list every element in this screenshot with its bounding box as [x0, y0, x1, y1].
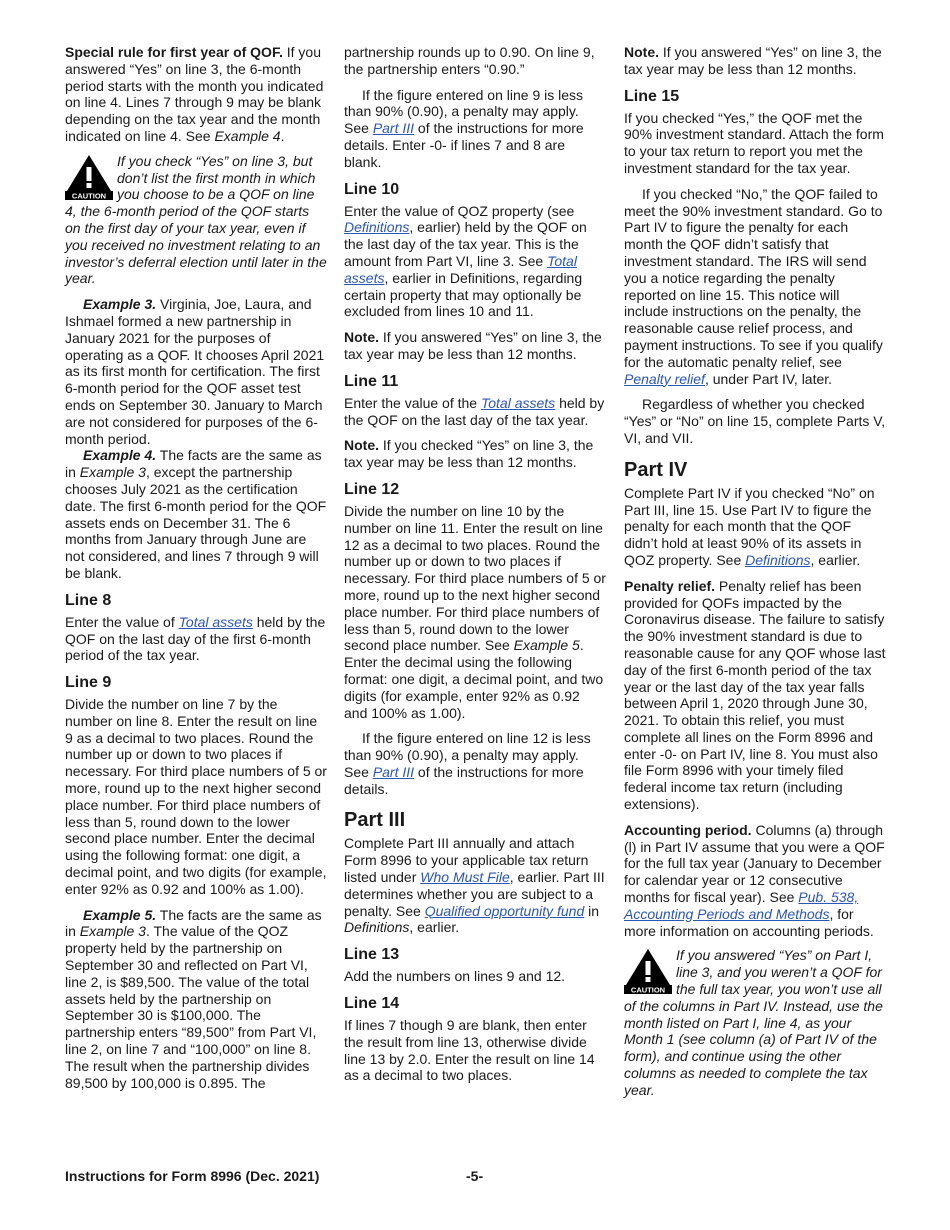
part-iii-link[interactable]: Part III — [372, 763, 415, 780]
qualified-opportunity-fund-link[interactable]: Qualified opportunity fund — [424, 902, 585, 919]
line-15-heading: Line 15 — [624, 87, 680, 105]
penalty-2-text-end: of the instructions for more details. — [344, 763, 584, 797]
note-paragraph-3 — [624, 44, 886, 78]
line-10-text — [344, 203, 606, 321]
special-rule-end: . — [280, 127, 285, 144]
part-iii-text-end: , earlier. — [409, 919, 460, 936]
example-4-text-end: , except the partnership chooses July 2021 as the certification date. The first 6-month period for the QOF assets ends on December 31. The 6 months from January through June are not considered, and lines 7 through 9 will be blank. — [65, 464, 327, 581]
line-10-heading: Line 10 — [344, 180, 400, 198]
example-3-ref: Example 3 — [79, 923, 146, 940]
total-assets-link[interactable]: Total assets — [480, 394, 556, 411]
caution-icon — [65, 153, 113, 200]
part-iii-link[interactable]: Part III — [372, 120, 415, 137]
penalty-relief-title: Penalty relief. — [624, 577, 716, 594]
no-para-text-end: , under Part IV, later. — [704, 370, 833, 387]
caution-icon-label: CAUTION — [71, 191, 107, 200]
caution-text-2: If you answered “Yes” on Part I, line 3, and you weren’t a QOF for the full tax year, you won’t use all of the columns in Part IV. Instead, use the month listed on Part I, line 4, as your Month 1 (see column (a) of Part IV of the form), and continue using the other columns as needed to complete the tax year. — [624, 947, 883, 1098]
definitions-link[interactable]: Definitions — [344, 219, 410, 236]
part-iv-text-start: Complete Part IV if you checked “No” on Part III, line 15. Use Part IV to figure the penalty for each month that the QOF didn’t hold at least 90% of its assets in QOZ property. See — [624, 484, 875, 568]
line-14-text: If lines 7 though 9 are blank, then enter the result from line 13, otherwise divide line 13 by 2.0. Enter the result on line 14 as a decimal to two places. — [344, 1017, 595, 1084]
example-4-title: Example 4. — [83, 447, 157, 464]
example-5-text-end: . The value of the QOZ property held by the partnership on September 30 and reflected on Part VI, line 2, is $89,500. The value of the total assets held by the partnership on September 30 is $100,000. The partnership enters “89,500” from Part VI, line 2, on line 7 and “100,000” on line 8. The result when the partnership divides 89,500 by 100,000 is 0.895. The — [65, 923, 317, 1091]
line-10-text-mid: , earlier) held by the QOF on the last day of the tax year. This is the amount from Part VI, line 3. See — [344, 219, 587, 269]
accounting-period-paragraph — [624, 822, 886, 940]
caution-box-1 — [65, 153, 327, 287]
example-5-text: The facts are the same as in — [65, 906, 322, 940]
part-iv-heading: Part IV — [624, 458, 688, 481]
pub-538-link[interactable]: Pub. 538, Accounting Periods and Methods — [624, 889, 859, 922]
example-5-paragraph — [65, 907, 327, 1092]
part-iv-text — [624, 485, 886, 569]
note-3-text: If you answered “Yes” on line 3, the tax year may be less than 12 months. — [624, 44, 882, 77]
line-11-text-start: Enter the value of the — [344, 394, 481, 411]
special-rule-text: If you answered “Yes” on line 3, the 6-month period starts with the month you indicated on line 4. Lines 7 through 9 may be blank depending on the tax year and the month indicated on line 4. See — [65, 44, 324, 144]
caution-icon — [624, 947, 672, 994]
accounting-text-end: , for more information on accounting periods. — [624, 905, 874, 939]
no-para-text: If you checked “No,” the QOF failed to meet the 90% investment standard. Go to Part IV to figure the penalty for each month the QOF didn’t satisfy that investment standard. The IRS will send you a notice regarding the penalty reported on line 15. This notice will include instructions on the penalty, the reasonable cause relief process, and payment instructions. To see if you qualify for the automatic penalty relief, see — [624, 185, 883, 370]
regardless-paragraph: Regardless of whether you checked “Yes” or “No” on line 15, complete Parts V, VI, and VII. — [624, 396, 886, 446]
part-iii-text-mid: , earlier. Part III determines whether you are subject to a penalty. See — [344, 869, 605, 919]
part-iii-text-start: Complete Part III annually and attach Form 8996 to your applicable tax return listed under — [344, 835, 589, 886]
part-iii-text — [344, 835, 606, 936]
line-13-heading: Line 13 — [344, 946, 400, 964]
example-5-title: Example 5. — [83, 906, 157, 923]
part-iii-text-in: in — [584, 902, 600, 919]
part-iii-heading: Part III — [344, 809, 406, 832]
line-9-text: Divide the number on line 7 by the number on line 8. Enter the result on line 9 as a decimal to two places. Round the number up or down to two places if necessary. For third place numbers of 5 or more, round up to the next higher second place number. For third place numbers of less than 5, round down to the lower second place number. Enter the decimal using the following format: one digit, a decimal point, and two digits (for example, enter 92% as 0.92 and 100% as 1.00). — [65, 696, 327, 897]
line-15-no-paragraph — [624, 186, 886, 388]
line-10-text-end: , earlier in Definitions, regarding certain property that may optionally be excluded from lines 10 and 11. — [344, 269, 583, 320]
page-number: -5- — [466, 1168, 484, 1184]
example-5-ref: Example 5 — [513, 637, 580, 654]
column-2 — [344, 44, 606, 1084]
example-5-continued: partnership rounds up to 0.90. On line 9, the partnership enters “0.90.” — [344, 44, 595, 77]
line-14-heading: Line 14 — [344, 995, 400, 1013]
example-3-ref: Example 3 — [79, 464, 146, 481]
line-10-text-start: Enter the value of QOZ property (see — [344, 202, 575, 219]
line-8-text-end: held by the QOF on the last day of the first 6-month period of the tax year. — [65, 613, 326, 664]
column-1 — [65, 44, 327, 1091]
penalty-paragraph-1 — [344, 87, 606, 171]
penalty-1-text: If the figure entered on line 9 is less than 90% (0.90), a penalty may apply. See — [344, 86, 584, 137]
line-15-text: If you checked “Yes,” the QOF met the 90% investment standard. Attach the form to your tax return to report you met the investment standard for the tax year. — [624, 109, 884, 176]
column-3 — [624, 44, 886, 1099]
line-11-text-end: held by the QOF on the last day of the tax year. — [344, 394, 605, 428]
example-3-paragraph — [65, 296, 327, 447]
line-12-text — [344, 503, 606, 721]
example-3-title: Example 3. — [83, 296, 157, 313]
example-3-text: Virginia, Joe, Laura, and Ishmael formed a new partnership in January 2021 for the purposes of operating as a QOF. It chooses April 2021 as its first month for certification. The first 6-month period for the QOF asset test ends on September 30. January to March are not considered for purposes of the 6-month period. — [65, 296, 325, 447]
line-11-heading: Line 11 — [344, 372, 399, 390]
note-paragraph-1 — [344, 329, 606, 363]
penalty-relief-link[interactable]: Penalty relief — [624, 370, 705, 387]
example-4-text: The facts are the same as in — [65, 447, 322, 481]
part-iv-text-end: , earlier. — [810, 551, 861, 568]
definitions-ref: Definitions — [344, 919, 410, 936]
definitions-link[interactable]: Definitions — [745, 551, 811, 568]
penalty-2-text: If the figure entered on line 12 is less than 90% (0.90), a penalty may apply. See — [344, 730, 591, 780]
line-11-text — [344, 395, 606, 429]
example-4-ref: Example 4 — [214, 127, 281, 144]
caution-box-2 — [624, 947, 886, 1098]
total-assets-link[interactable]: Total assets — [344, 252, 577, 286]
note-label: Note. — [344, 437, 379, 454]
line-9-heading: Line 9 — [65, 674, 112, 692]
line-13-text: Add the numbers on lines 9 and 12. — [344, 968, 566, 985]
footer-form-title: Instructions for Form 8996 (Dec. 2021) — [65, 1168, 320, 1184]
special-rule-paragraph — [65, 44, 327, 145]
caution-icon-label: CAUTION — [630, 985, 666, 995]
total-assets-link[interactable]: Total assets — [178, 613, 253, 630]
penalty-relief-text: Penalty relief has been provided for QOFs impacted by the Coronavirus disease. The failure to satisfy the 90% investment standard is due to reasonable cause for any QOF whose last day of the first 6-month period of the tax year or the last day of the tax year falls between April 1, 2020 through June 30, 2021. To obtain this relief, you must complete all lines on the Form 8996 and enter -0- on Part IV, line 8. You must also file Form 8996 with your timely filed federal income tax return (including extensions). — [624, 577, 886, 813]
note-label: Note. — [344, 329, 379, 346]
line-8-text-start: Enter the value of — [65, 613, 179, 630]
line-12-heading: Line 12 — [344, 480, 400, 498]
caution-text-1: If you check “Yes” on line 3, but don’t list the first month in which you choose to be a QOF on line 4, the 6-month period of the QOF starts on the first day of your tax year, even if you received no investment relating to an investor’s deferral election until later in the year. — [65, 152, 327, 287]
note-2-text: If you checked “Yes” on line 3, the tax year may be less than 12 months. — [344, 437, 594, 471]
example-4-paragraph — [65, 447, 327, 581]
who-must-file-link[interactable]: Who Must File — [420, 869, 510, 886]
note-1-text: If you answered “Yes” on line 3, the tax year may be less than 12 months. — [344, 329, 602, 362]
special-rule-title: Special rule for first year of QOF. — [65, 44, 283, 60]
note-label: Note. — [624, 44, 659, 60]
note-paragraph-2 — [344, 437, 606, 471]
penalty-relief-paragraph — [624, 578, 886, 813]
accounting-text: Columns (a) through (l) in Part IV assume that you were a QOF for the full tax year (January to December for calendar year or 12 consecutive months for fiscal year). See — [624, 821, 885, 906]
line-12-text-start: Divide the number on line 10 by the number on line 11. Enter the result on line 12 as a decimal to two places. Round the number up or down to two places if necessary. For third place numbers of 5 or more, round up to the next higher second place number. For third place numbers of less than 5, round down to the lower second place number. See — [344, 502, 606, 654]
accounting-period-title: Accounting period. — [624, 821, 752, 838]
penalty-paragraph-2 — [344, 730, 606, 797]
line-8-heading: Line 8 — [65, 591, 112, 609]
penalty-1-text-end: of the instructions for more details. Enter -0- if lines 7 and 8 are blank. — [344, 120, 584, 170]
line-8-text — [65, 614, 327, 664]
line-12-text-end: . Enter the decimal using the following format: one digit, a decimal point, and two digits (for example, enter 92% as 0.92 and 100% as 1.00). — [344, 637, 604, 721]
